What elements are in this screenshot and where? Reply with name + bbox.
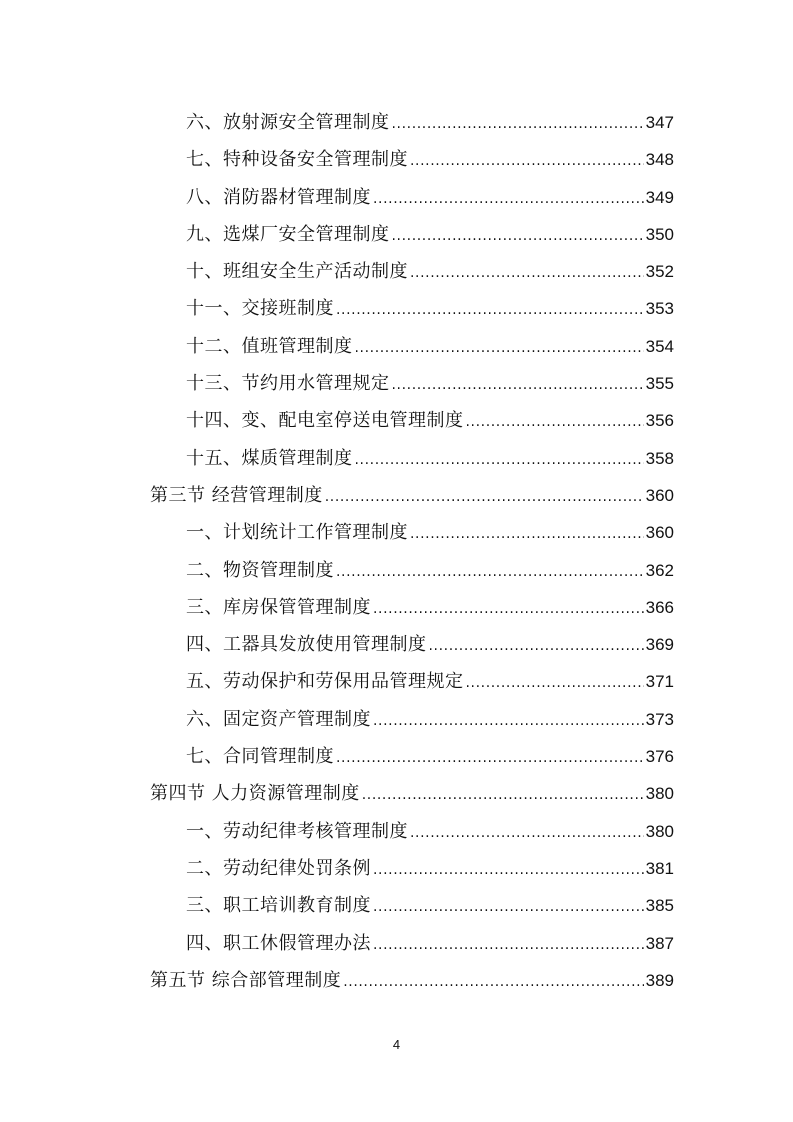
- toc-entry-title: 七、特种设备安全管理制度: [186, 149, 408, 171]
- toc-entry-page: 353: [645, 299, 674, 319]
- toc-entry-title: 二、劳动纪律处罚条例: [186, 857, 371, 879]
- toc-section-entry[interactable]: [150, 775, 674, 812]
- toc-entry-title: 二、物资管理制度: [186, 559, 334, 581]
- toc-entry-page: 373: [645, 709, 674, 729]
- toc-entry-title: 八、消防器材管理制度: [186, 186, 371, 208]
- toc-entry-page: 360: [645, 523, 674, 543]
- toc-entry[interactable]: [150, 701, 674, 738]
- toc-entry-page: 348: [645, 150, 674, 170]
- toc-dot-leader: [336, 740, 644, 777]
- toc-entry[interactable]: [150, 290, 674, 327]
- toc-entry[interactable]: [150, 925, 674, 962]
- toc-entry-page: 350: [645, 224, 674, 244]
- toc-dot-leader: [373, 852, 644, 889]
- toc-entry[interactable]: [150, 738, 674, 775]
- toc-entry-title: 十一、交接班制度: [186, 298, 334, 320]
- toc-entry-title: 九、选煤厂安全管理制度: [186, 223, 390, 245]
- toc-entry[interactable]: [150, 179, 674, 216]
- toc-entry[interactable]: [150, 440, 674, 477]
- toc-entry[interactable]: [150, 402, 674, 439]
- toc-entry-page: 369: [645, 635, 674, 655]
- toc-entry-page: 366: [645, 597, 674, 617]
- toc-dot-leader: [410, 815, 644, 852]
- toc-entry-page: 356: [645, 411, 674, 431]
- toc-dot-leader: [392, 106, 644, 143]
- toc-entry-page: 387: [645, 933, 674, 953]
- toc-entry[interactable]: [150, 813, 674, 850]
- toc-dot-leader: [410, 255, 644, 292]
- toc-entry-page: 362: [645, 560, 674, 580]
- toc-entry-page: 347: [645, 113, 674, 132]
- toc-entry-title: 第五节 综合部管理制度: [150, 969, 342, 991]
- toc-entry[interactable]: [150, 514, 674, 551]
- toc-entry-title: 十三、节约用水管理规定: [186, 373, 390, 395]
- toc-entry-page: 354: [645, 336, 674, 356]
- toc-dot-leader: [410, 143, 644, 180]
- toc-entry[interactable]: [150, 253, 674, 290]
- toc-entry[interactable]: [150, 552, 674, 589]
- toc-entry-title: 七、合同管理制度: [186, 746, 334, 768]
- toc-dot-leader: [336, 292, 644, 329]
- toc-entry-title: 六、固定资产管理制度: [186, 708, 371, 730]
- toc-entry[interactable]: [150, 589, 674, 626]
- toc-dot-leader: [466, 404, 644, 441]
- toc-dot-leader: [410, 516, 644, 553]
- toc-entry-title: 三、库房保管管理制度: [186, 596, 371, 618]
- toc-entry-page: 352: [645, 262, 674, 282]
- toc-entry-page: 380: [645, 821, 674, 841]
- toc-dot-leader: [336, 554, 644, 591]
- toc-dot-leader: [392, 367, 644, 404]
- toc-entry-page: 380: [645, 784, 674, 804]
- toc-entry-title: 十二、值班管理制度: [186, 335, 353, 357]
- toc-entry-page: 381: [645, 858, 674, 878]
- toc-entry[interactable]: [150, 663, 674, 700]
- toc-dot-leader: [343, 964, 643, 1001]
- toc-entry-page: 385: [645, 896, 674, 916]
- toc-entry[interactable]: [150, 141, 674, 178]
- toc-dot-leader: [373, 889, 644, 926]
- toc-entry[interactable]: [150, 328, 674, 365]
- toc-entry-page: 349: [645, 187, 674, 207]
- toc-dot-leader: [392, 218, 644, 255]
- toc-dot-leader: [355, 442, 644, 479]
- toc-entry-title: 第三节 经营管理制度: [150, 484, 323, 506]
- toc-entry-title: 一、劳动纪律考核管理制度: [186, 820, 408, 842]
- toc-entry-page: 371: [645, 672, 674, 692]
- toc-dot-leader: [325, 479, 644, 516]
- toc-entry-title: 四、职工休假管理办法: [186, 932, 371, 954]
- toc-entry-title: 十五、煤质管理制度: [186, 447, 353, 469]
- toc-dot-leader: [466, 665, 644, 702]
- toc-dot-leader: [373, 703, 644, 740]
- toc-entry-title: 一、计划统计工作管理制度: [186, 522, 408, 544]
- toc-section-entry[interactable]: [150, 477, 674, 514]
- toc-entry[interactable]: [150, 850, 674, 887]
- toc-entry[interactable]: [150, 887, 674, 924]
- toc-dot-leader: [373, 927, 644, 964]
- toc-entry[interactable]: [150, 626, 674, 663]
- toc-entry[interactable]: [150, 104, 674, 141]
- toc-dot-leader: [373, 181, 644, 218]
- toc-dot-leader: [429, 628, 644, 665]
- toc-entry[interactable]: [150, 365, 674, 402]
- toc-section-entry[interactable]: [150, 962, 674, 999]
- toc-dot-leader: [373, 591, 644, 628]
- toc-entry-title: 五、劳动保护和劳保用品管理规定: [186, 671, 464, 693]
- toc-entry-page: 358: [645, 448, 674, 468]
- toc-entry-page: 389: [645, 970, 674, 990]
- toc-entry-title: 十、班组安全生产活动制度: [186, 261, 408, 283]
- toc-entry-title: 四、工器具发放使用管理制度: [186, 634, 427, 656]
- page-number: 4: [392, 1037, 401, 1052]
- toc-entry-page: 376: [645, 747, 674, 767]
- toc-dot-leader: [362, 777, 644, 814]
- toc-dot-leader: [355, 330, 644, 367]
- toc-entry-page: 355: [645, 374, 674, 394]
- toc-entry-title: 六、放射源安全管理制度: [186, 112, 390, 133]
- toc-entry-title: 第四节 人力资源管理制度: [150, 783, 360, 805]
- toc-entry[interactable]: [150, 216, 674, 253]
- toc-entry-title: 三、职工培训教育制度: [186, 895, 371, 917]
- toc-entry-page: 360: [645, 485, 674, 505]
- table-of-contents: [150, 104, 674, 999]
- toc-entry-title: 十四、变、配电室停送电管理制度: [186, 410, 464, 432]
